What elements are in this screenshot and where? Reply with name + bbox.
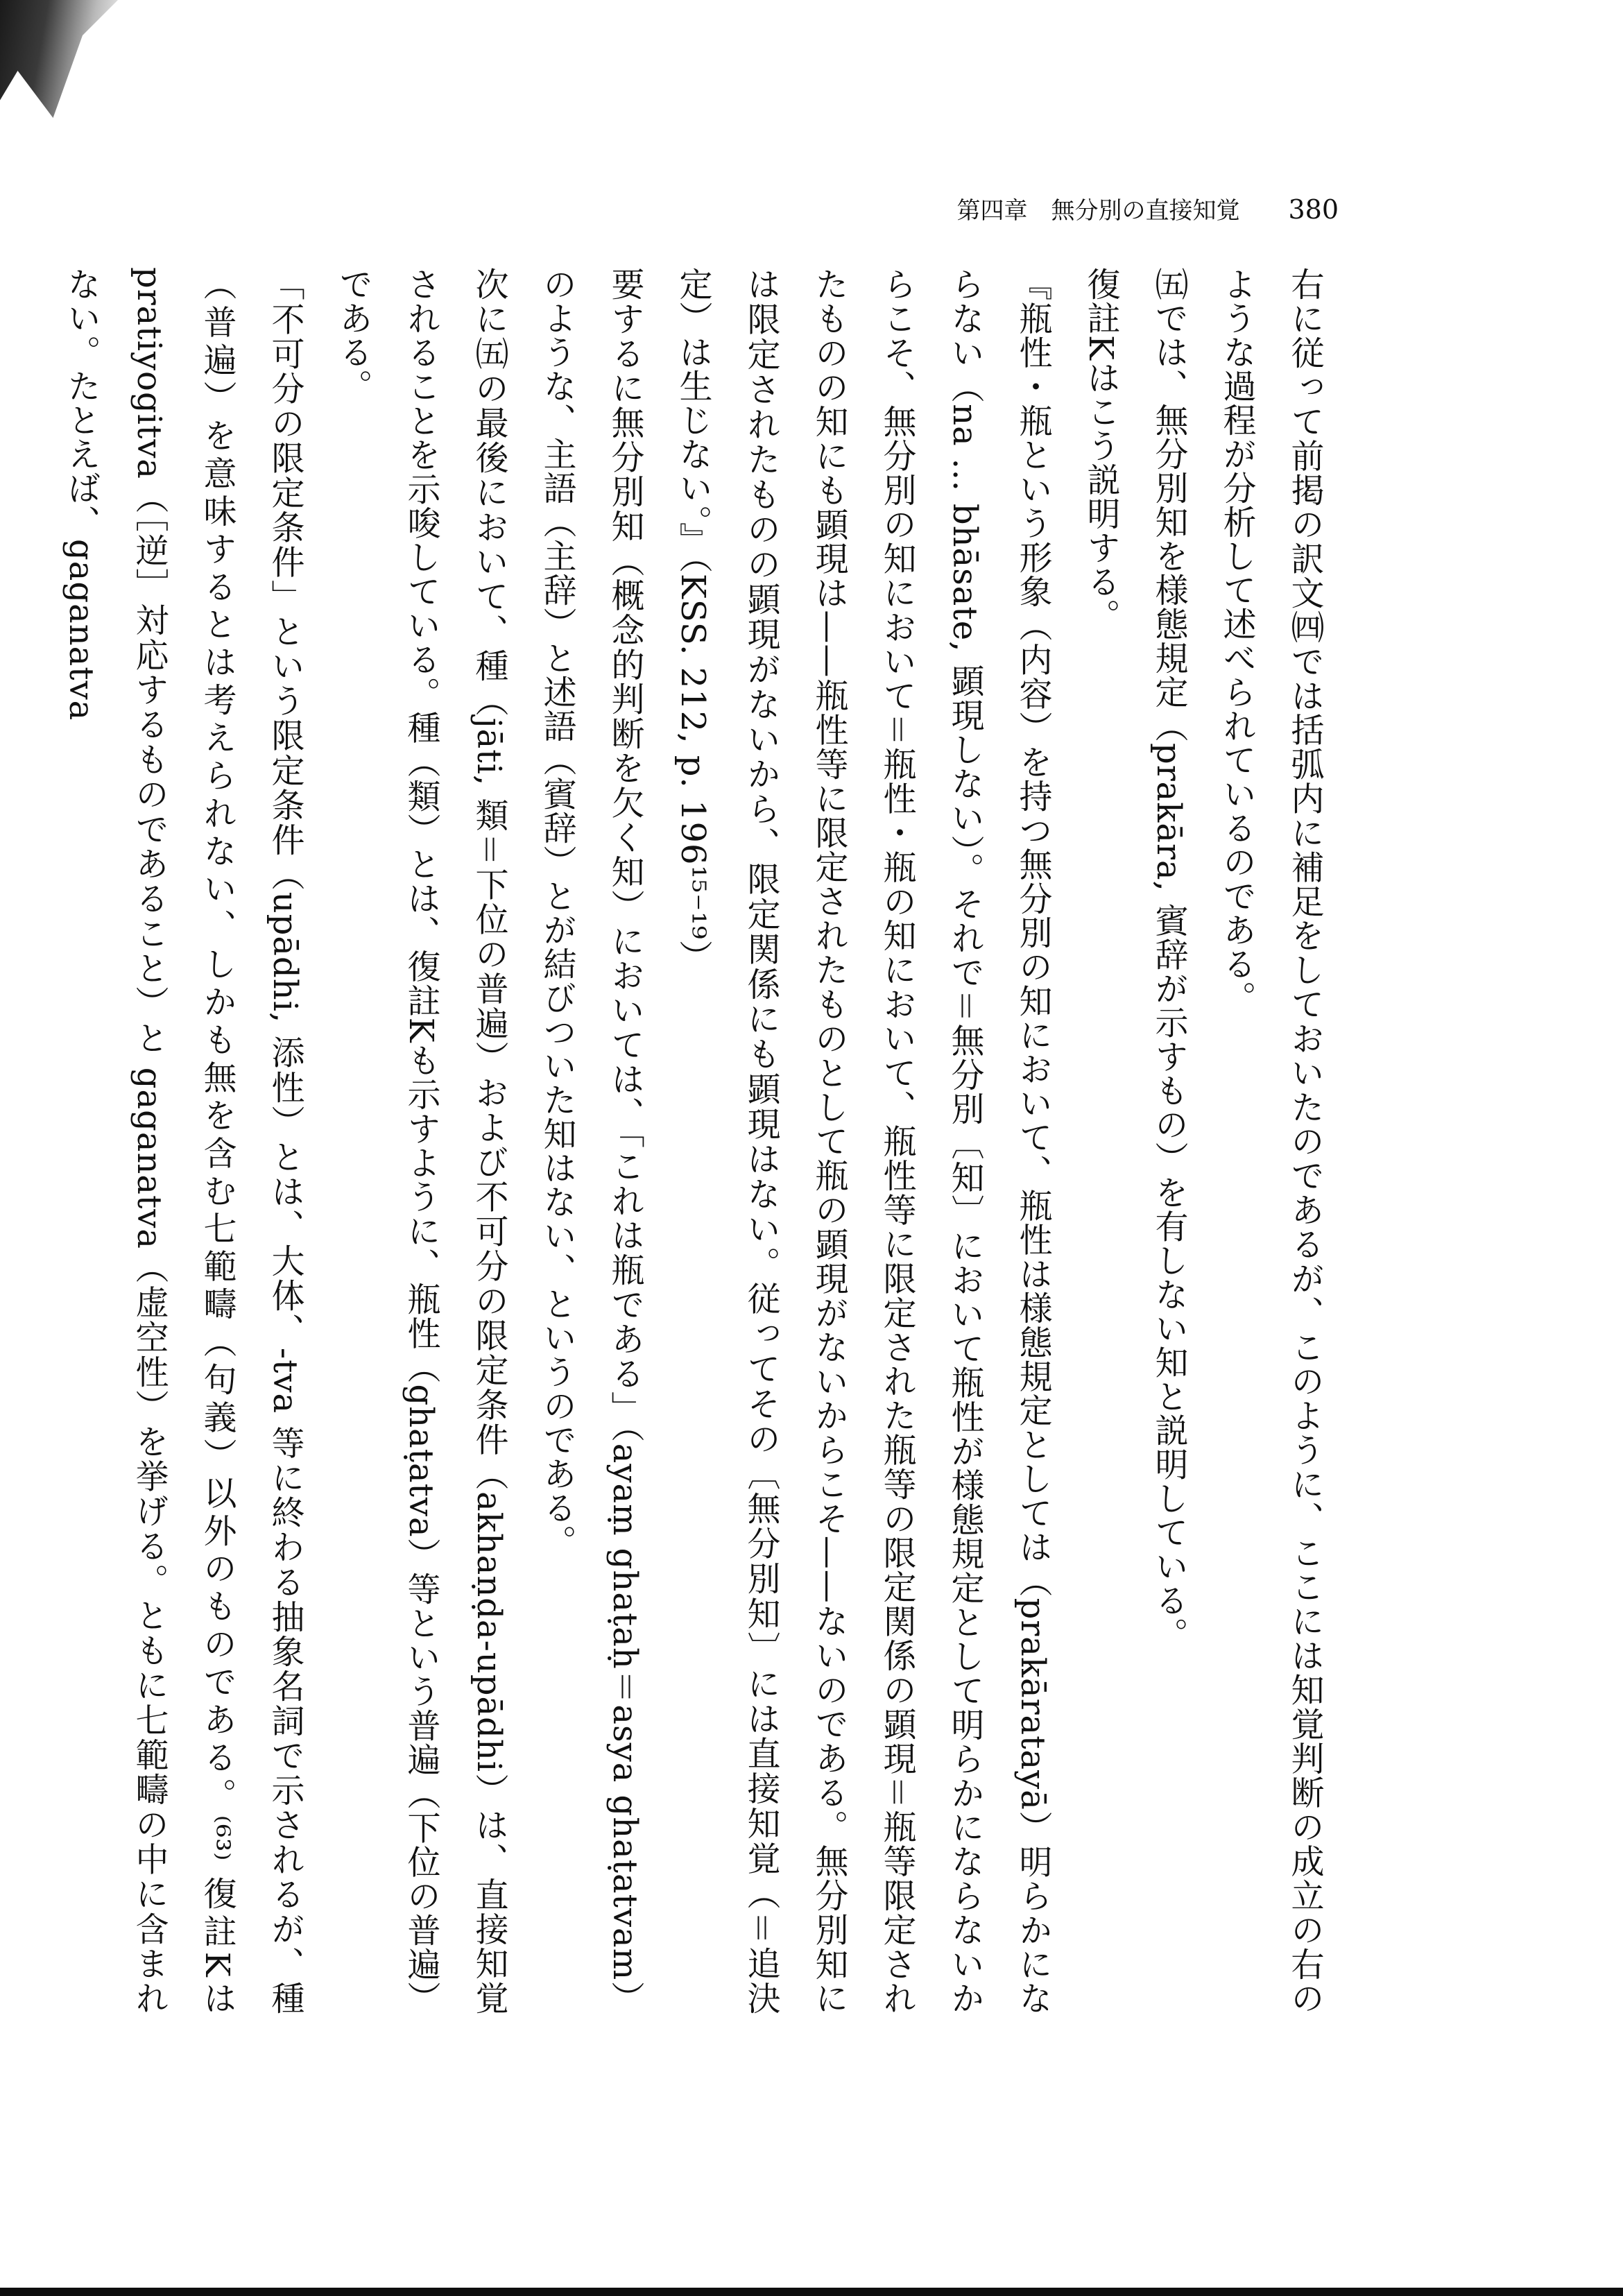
- chapter-title: 第四章 無分別の直接知覚: [956, 197, 1240, 225]
- scan-artifact: [0, 0, 118, 118]
- paragraph: ㈤では、無分別知を様態規定（prakāra, 賓辞が示すもの）を有しない知と説明している。: [1149, 267, 1188, 1652]
- paragraph: 復註Kはこう説明する。: [1081, 267, 1120, 633]
- paragraph: 要するに無分別知（概念的判断を欠く知）においては、「これは瓶である」（ayaṃ ghaṭaḥ＝asya ghaṭatvam）のような、主語（主辞）と述語（賓辞）とが結びついた知はない、というのである。: [538, 267, 644, 2015]
- page-number: 380: [1288, 194, 1339, 225]
- running-header: [909, 191, 1339, 225]
- paragraph: 右に従って前掲の訳文㈣では括弧内に補足をしておいたのであるが、このように、ここには知覚判断の成立の右のような過程が分析して述べられているのである。: [1217, 267, 1324, 2015]
- quotation-paragraph: 『瓶性・瓶という形象（内容）を持つ無分別の知において、瓶性は様態規定としては（prakāratayā）明らかにならない（na … bhāsate, 顕現しない）。それで＝無分別〔知〕において瓶性が様態規定として明らかにならないからこそ、無分別の知において＝瓶性・瓶の知において、瓶性等に限定された瓶等の限定関係の顕現＝瓶等限定されたものの知にも顕現は——瓶性等に限定されたものとして瓶の顕現がないからこそ——ないのである。無分別知には限定されたものの顕現がないから、限定関係にも顕現はない。従ってその〔無分別知〕には直接知覚（＝追決定）は生じない。』（KSS. 212, p. 196¹⁵⁻¹⁹）: [673, 267, 1052, 2016]
- body-text: [62, 267, 1339, 2016]
- paragraph: 「不可分の限定条件」という限定条件（upādhi, 添性）とは、大体、-tva 等に終わる抽象名詞で示されるが、種（普遍）を意味するとは考えられない、しかも無を含む七範疇（句義）以外のものである。⁽⁶³⁾ 復註Kは pratiyogitva（［逆］対応するものであること）と gaganatva（虚空性）を挙げる。ともに七範疇の中に含まれない。たとえば、gaganatva: [62, 267, 304, 2016]
- paragraph: 次に㈤の最後において、種（jāti, 類＝下位の普遍）および不可分の限定条件（akhaṇḍa-upādhi）は、直接知覚されることを示唆している。種（類）とは、復註Kも示すように、瓶性（ghaṭatva）等という普遍（下位の普遍）である。: [334, 267, 508, 2015]
- scan-edge: [0, 2288, 1623, 2296]
